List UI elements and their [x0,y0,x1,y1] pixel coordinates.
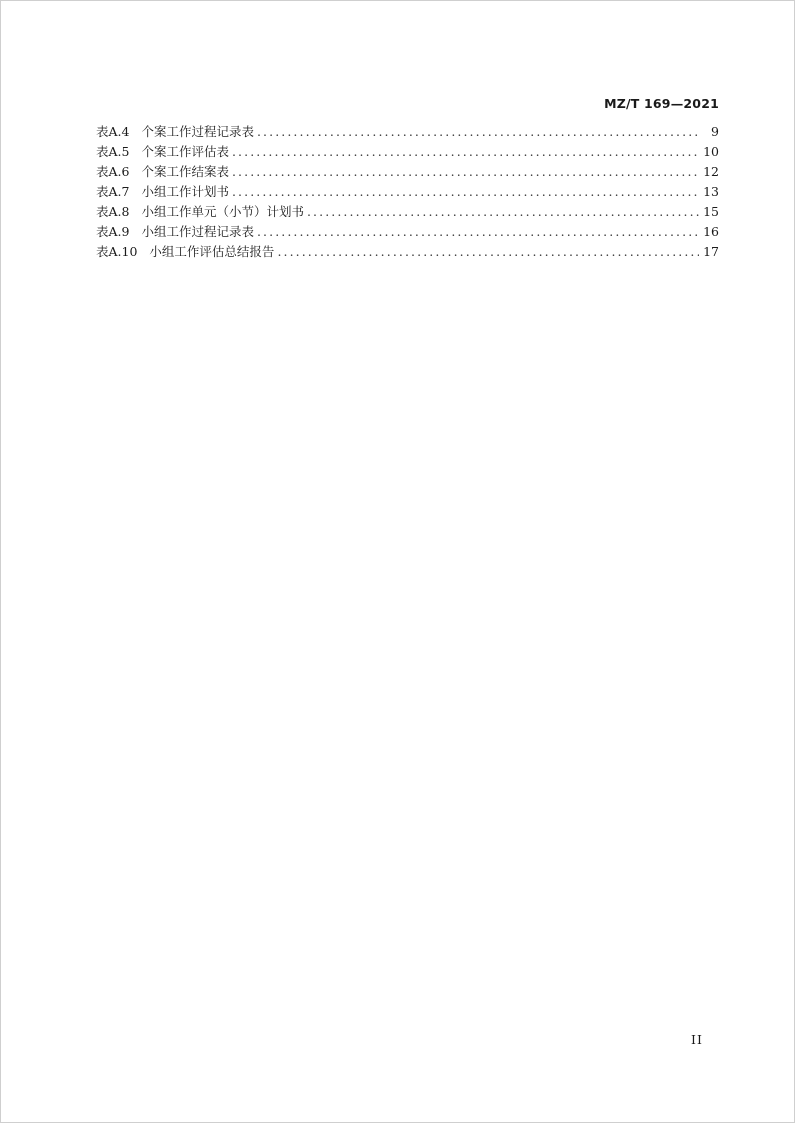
toc-entry[interactable] [96,162,719,182]
toc-entry[interactable] [96,202,719,222]
toc-entry-title: 个案工作过程记录表 [141,124,254,139]
toc-dot-leader [277,242,699,262]
toc-entry[interactable] [96,242,719,262]
toc-entry-page: 12 [703,164,719,179]
toc-dot-leader [232,182,699,202]
toc-entry[interactable] [96,182,719,202]
toc-entry-page: 10 [703,144,719,159]
toc-dot-leader [257,122,699,142]
toc-entry-label: 表A.6 [96,164,130,179]
toc-entry-label: 表A.5 [96,144,130,159]
toc-entry[interactable] [96,142,719,162]
toc-dot-leader [232,142,699,162]
toc-entry-title: 小组工作单元（小节）计划书 [141,204,304,219]
toc-entry-title: 小组工作过程记录表 [141,224,254,239]
toc-entry-page: 15 [703,204,719,219]
page-number: II [691,1032,703,1047]
toc-entry[interactable] [96,122,719,142]
toc-entry-title: 小组工作评估总结报告 [149,244,275,259]
document-code: MZ/T 169—2021 [604,96,719,111]
toc-entry-title: 小组工作计划书 [141,184,229,199]
toc-entry-page: 13 [703,184,719,199]
toc-entry-page: 9 [711,124,719,139]
toc-entry-label: 表A.8 [96,204,130,219]
toc-entry-label: 表A.4 [96,124,130,139]
toc-entry-label: 表A.7 [96,184,130,199]
toc-dot-leader [307,202,699,222]
toc-entry-title: 个案工作结案表 [141,164,229,179]
toc-dot-leader [232,162,699,182]
toc-dot-leader [257,222,699,242]
toc-entry-label: 表A.10 [96,244,138,259]
table-of-contents [96,122,719,262]
toc-entry-title: 个案工作评估表 [141,144,229,159]
toc-entry-page: 16 [703,224,719,239]
toc-entry-label: 表A.9 [96,224,130,239]
toc-entry[interactable] [96,222,719,242]
toc-entry-page: 17 [703,244,719,259]
